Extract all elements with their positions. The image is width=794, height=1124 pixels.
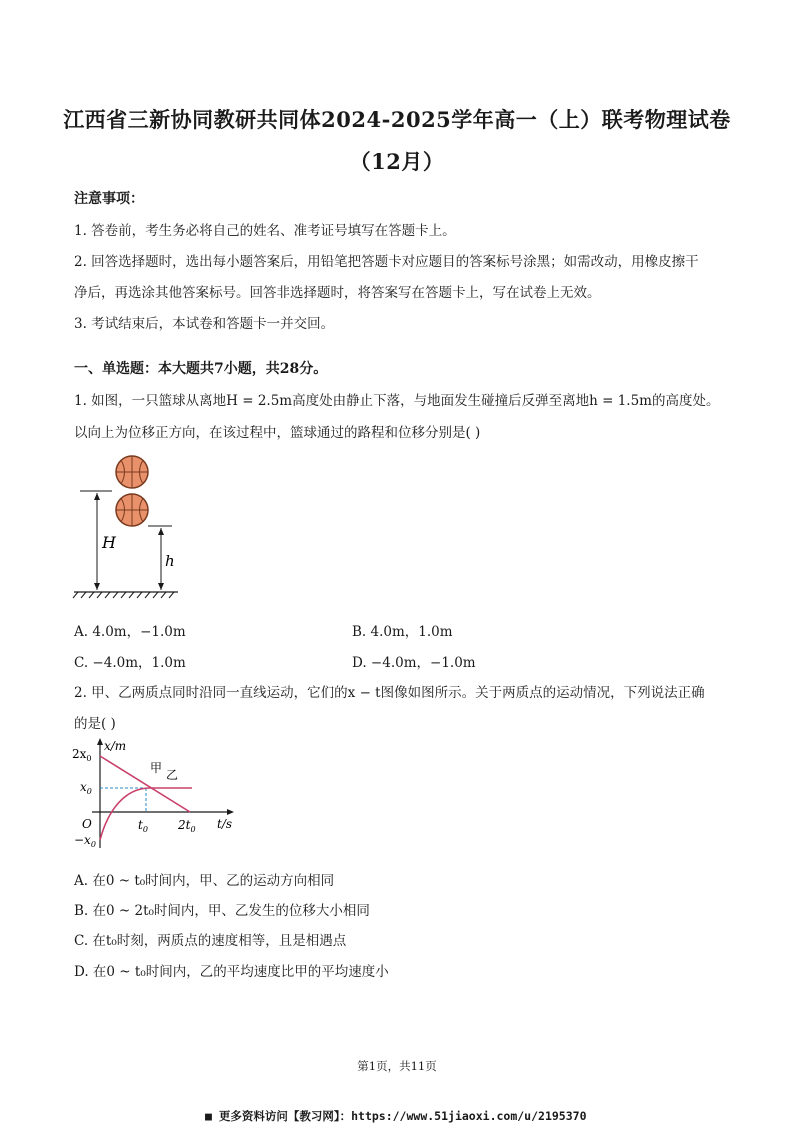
- q2-text-line2: 的是( ): [74, 716, 116, 732]
- origin-label: O: [82, 817, 92, 831]
- q1-option-b[interactable]: B. 4.0m，1.0m: [352, 624, 453, 640]
- page-footer: 第1页，共11页: [357, 1059, 437, 1073]
- q1-basketball-figure: [70, 452, 200, 602]
- label-H: H: [102, 533, 116, 552]
- tick-neg-x0: $-x_0$: [74, 833, 96, 849]
- q2-option-c[interactable]: C. 在t₀时刻，两质点的速度相等，且是相遇点: [74, 933, 347, 949]
- q1-option-d[interactable]: D. −4.0m，−1.0m: [352, 655, 476, 671]
- tick-t0: $t_0$: [138, 818, 148, 834]
- series-jia-line: [100, 756, 190, 812]
- notes-heading: 注意事项：: [74, 191, 144, 207]
- q1-text-line2: 以向上为位移正方向，在该过程中，篮球通过的路程和位移分别是( ): [74, 425, 481, 441]
- y-axis-label: x/m: [104, 739, 127, 753]
- notes-item-3: 3. 考试结束后，本试卷和答题卡一并交回。: [74, 316, 335, 332]
- basketball-bottom-icon: [116, 494, 148, 526]
- q2-text-line1: 2. 甲、乙两质点同时沿同一直线运动，它们的x − t图像如图所示。关于两质点的运动情况，下列说法正确: [74, 685, 705, 701]
- tick-2t0: $2t_0$: [178, 818, 196, 834]
- q2-xt-graph: [70, 736, 245, 856]
- series-jia-label: 甲: [150, 761, 163, 775]
- series-yi-label: 乙: [166, 768, 179, 782]
- basketball-top-icon: [116, 456, 148, 488]
- promo-link[interactable]: ■ 更多资料访问【教习网】：https://www.51jiaoxi.com/u/2195370: [205, 1109, 587, 1123]
- tick-2x0: $2x_0$: [72, 747, 92, 763]
- x-axis-label: t/s: [217, 817, 233, 831]
- notes-item-1: 1. 答卷前，考生务必将自己的姓名、准考证号填写在答题卡上。: [74, 223, 456, 239]
- q1-option-a[interactable]: A. 4.0m，−1.0m: [74, 624, 186, 640]
- label-h: h: [165, 552, 175, 570]
- notes-item-2a: 2. 回答选择题时，选出每小题答案后，用铅笔把答题卡对应题目的答案标号涂黑；如需改动，用橡皮擦干: [74, 254, 699, 270]
- section-1-heading: 一、单选题：本大题共7小题，共28分。: [74, 361, 328, 377]
- q1-option-c[interactable]: C. −4.0m，1.0m: [74, 655, 186, 671]
- q2-option-b[interactable]: B. 在0 ~ 2t₀时间内，甲、乙发生的位移大小相同: [74, 903, 370, 919]
- q2-option-d[interactable]: D. 在0 ~ t₀时间内，乙的平均速度比甲的平均速度小: [74, 964, 389, 980]
- q2-option-a[interactable]: A. 在0 ~ t₀时间内，甲、乙的运动方向相同: [74, 873, 335, 889]
- q1-text-line1: 1. 如图，一只篮球从离地H = 2.5m高度处由静止下落，与地面发生碰撞后反弹至离地h = 1.5m的高度处。: [74, 393, 720, 409]
- tick-x0: $x_0$: [80, 780, 92, 796]
- notes-item-2b: 净后，再选涂其他答案标号。回答非选择题时，将答案写在答题卡上，写在试卷上无效。: [74, 285, 601, 301]
- document-title-line2: （12月）: [349, 149, 445, 174]
- document-title-line1: 江西省三新协同教研共同体2024-2025学年高一（上）联考物理试卷: [63, 107, 731, 132]
